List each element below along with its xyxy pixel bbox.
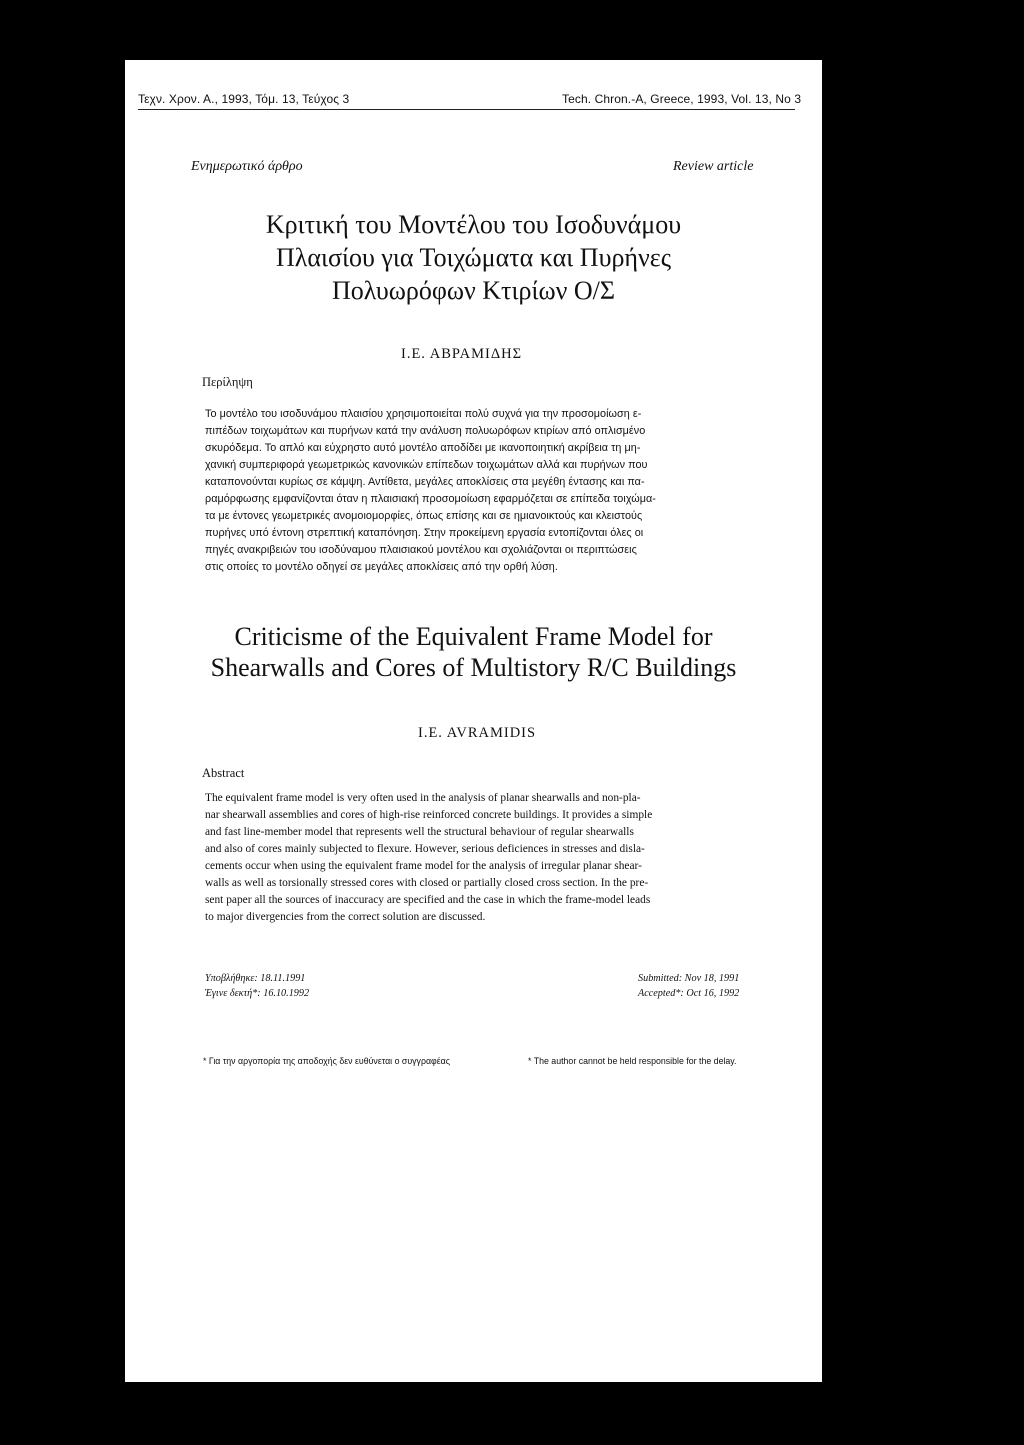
english-title-line-2: Shearwalls and Cores of Multistory R/C Buildings xyxy=(210,653,737,682)
english-accepted-date: Accepted*: Oct 16, 1992 xyxy=(638,988,740,999)
english-abstract-line: to major divergencies from the correct solution are discussed. xyxy=(205,911,486,923)
greek-abstract-line: πηγές ανακριβειών του ισοδύναμου πλαισιακού μοντέλου και σχολιάζονται οι περιπτώσεις xyxy=(205,544,637,556)
english-abstract-line: sent paper all the sources of inaccuracy are specified and the case in which the frame-model leads xyxy=(205,894,651,906)
english-abstract-line: and fast line-member model that represents well the structural behaviour of regular shearwalls xyxy=(205,826,634,838)
journal-page xyxy=(125,60,822,1382)
english-abstract-line: walls as well as torsionally stressed cores with closed or partially closed cross section. In the pre- xyxy=(205,877,649,889)
english-abstract-line: The equivalent frame model is very often used in the analysis of planar shearwalls and non-pla- xyxy=(205,792,641,804)
header-rule xyxy=(138,109,795,110)
greek-abstract-line: σκυρόδεμα. Το απλό και εύχρηστο αυτό μοντέλο αποδίδει με ικανοποιητική ακρίβεια τη μη- xyxy=(205,442,641,454)
greek-accepted-date: Έγινε δεκτή*: 16.10.1992 xyxy=(205,988,310,999)
article-type-english: Review article xyxy=(673,159,754,174)
header-journal-english: Tech. Chron.-A, Greece, 1993, Vol. 13, No 3 xyxy=(562,92,802,106)
greek-submitted-date: Υποβλήθηκε: 18.11.1991 xyxy=(205,973,306,984)
greek-abstract-line: στις οποίες το μοντέλο οδηγεί σε μεγάλες αποκλίσεις από την ορθή λύση. xyxy=(205,561,558,573)
greek-abstract-line: πυρήνες υπό έντονη στρεπτική καταπόνηση. Στην προκείμενη εργασία εντοπίζονται όλες οι xyxy=(205,527,644,539)
header-journal-greek: Τεχν. Χρον. Α., 1993, Τόμ. 13, Τεύχος 3 xyxy=(138,92,350,106)
greek-abstract-line: χανική συμπεριφορά γεωμετρικώς κανονικών επίπεδων τοιχωμάτων αλλά και πυρήνων που xyxy=(205,459,648,471)
english-abstract-line: and also of cores mainly subjected to flexure. However, serious deficiences in stresses and disla- xyxy=(205,843,645,855)
article-type-greek: Ενημερωτικό άρθρο xyxy=(191,159,303,174)
english-title-line-1: Criticisme of the Equivalent Frame Model for xyxy=(234,622,713,651)
english-abstract-label: Abstract xyxy=(202,766,245,780)
greek-abstract-line: καταπονούνται κυρίως σε κάμψη. Αντίθετα, μεγάλες αποκλίσεις στα μεγέθη έντασης και πα- xyxy=(205,476,645,488)
english-abstract-line: nar shearwall assemblies and cores of high-rise reinforced concrete buildings. It provides a simple xyxy=(205,809,653,821)
greek-footnote: * Για την αργοπορία της αποδοχής δεν ευθύνεται ο συγγραφέας xyxy=(203,1056,450,1066)
english-abstract-line: cements occur when using the equivalent frame model for the analysis of irregular planar shear- xyxy=(205,860,642,872)
greek-abstract-line: Το μοντέλο του ισοδυνάμου πλαισίου χρησιμοποιείται πολύ συχνά για την προσομοίωση ε- xyxy=(205,408,642,420)
english-submitted-date: Submitted: Nov 18, 1991 xyxy=(638,973,740,984)
greek-author: Ι.Ε. ΑΒΡΑΜΙΔΗΣ xyxy=(401,346,523,362)
greek-abstract-line: τα με έντονες γεωμετρικές ανομοιομορφίες, όπως επίσης και σε ημιανοικτούς και κλειστούς xyxy=(205,510,643,522)
greek-abstract-line: ραμόρφωσης εμφανίζονται όταν η πλαισιακή προσομοίωση εφαρμόζεται σε επίπεδα τοιχώμα- xyxy=(205,493,656,505)
greek-title-line-2: Πλαισίου για Τοιχώματα και Πυρήνες xyxy=(275,243,671,272)
greek-abstract xyxy=(205,406,805,576)
greek-title-line-1: Κριτική του Μοντέλου του Ισοδυνάμου xyxy=(265,210,682,239)
greek-abstract-label: Περίληψη xyxy=(202,375,253,389)
greek-title-line-3: Πολυωρόφων Κτιρίων Ο/Σ xyxy=(332,276,615,305)
english-author: I.E. AVRAMIDIS xyxy=(418,725,537,741)
english-abstract xyxy=(205,790,805,926)
english-footnote: * The author cannot be held responsible for the delay. xyxy=(528,1056,737,1066)
greek-abstract-line: πιπέδων τοιχωμάτων και πυρήνων κατά την ανάλυση πολυωρόφων κτιρίων από οπλισμένο xyxy=(205,425,646,437)
